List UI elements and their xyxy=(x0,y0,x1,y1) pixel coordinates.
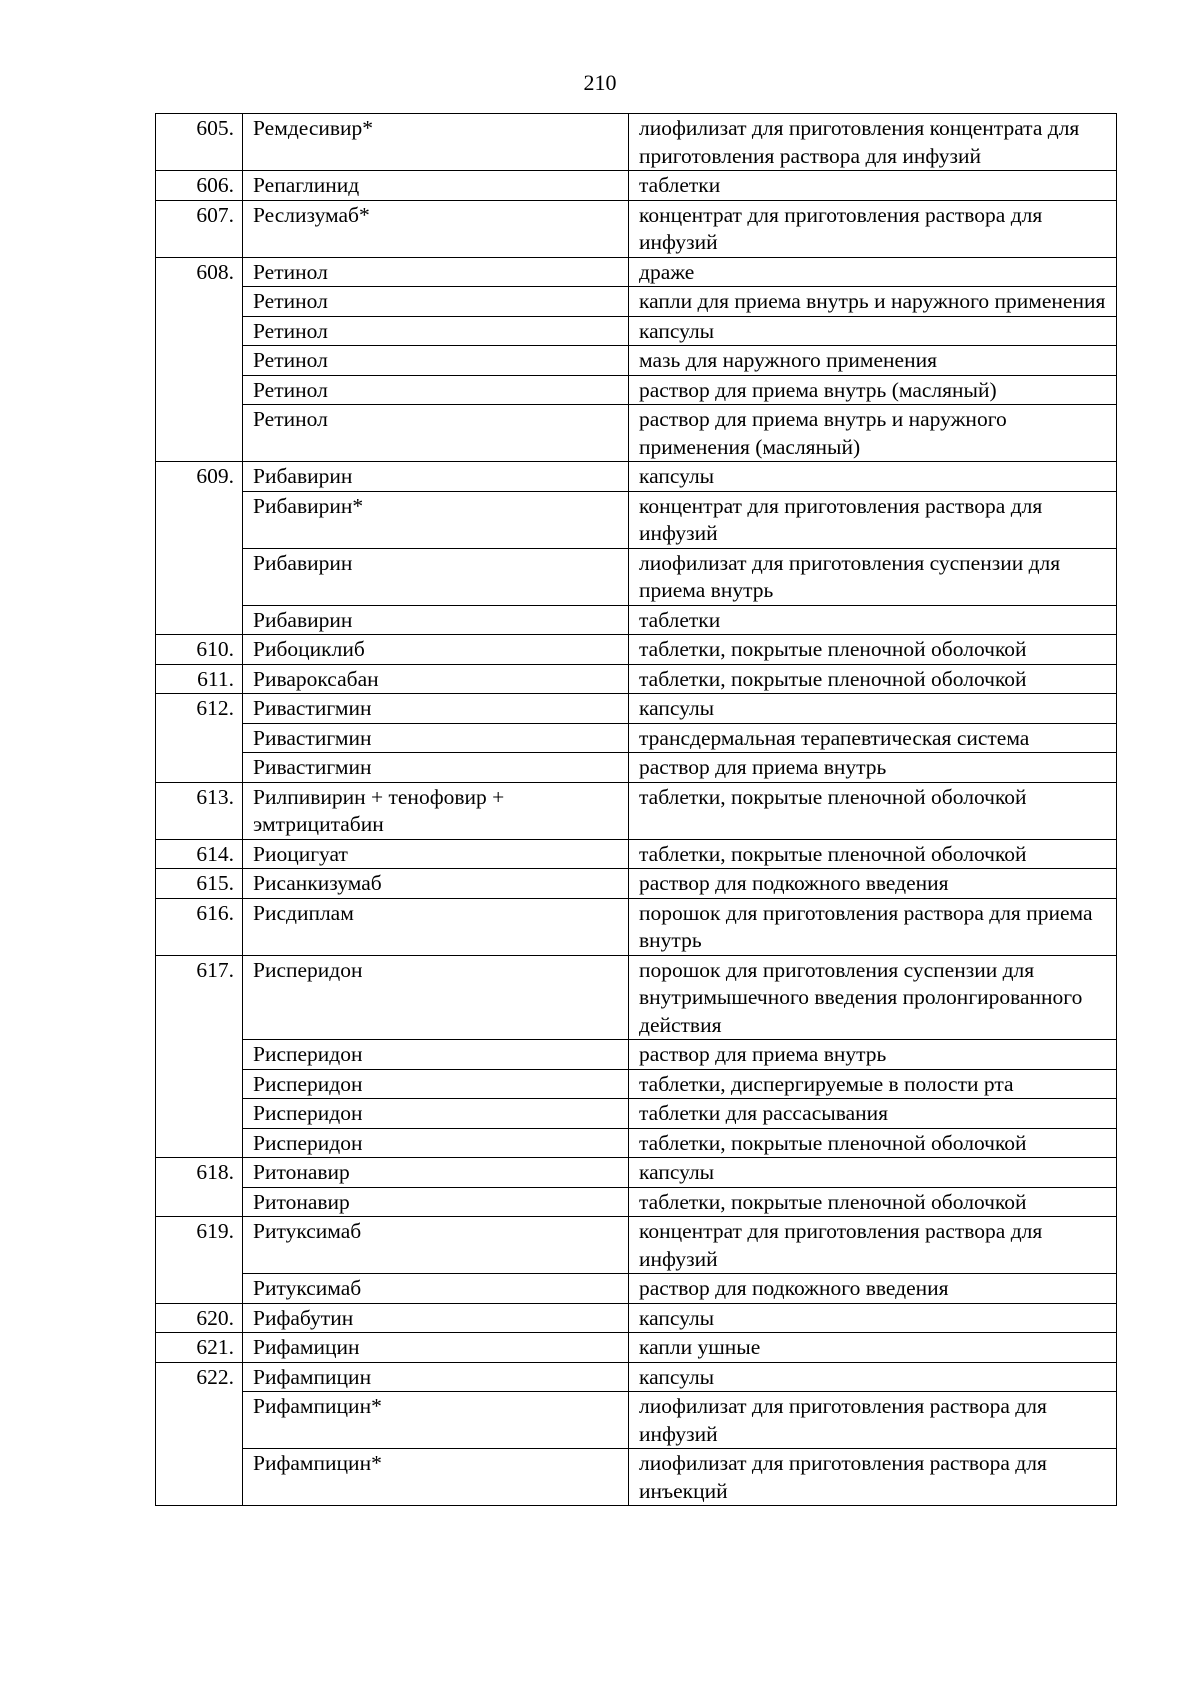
table-row xyxy=(156,548,1117,605)
dosage-form: капли ушные xyxy=(629,1333,1117,1363)
row-number: 605. xyxy=(156,114,243,171)
page-number: 210 xyxy=(583,70,617,95)
table-row xyxy=(156,462,1117,492)
drug-name: Ретинол xyxy=(243,257,629,287)
drug-name: Рифампицин xyxy=(243,1362,629,1392)
drug-name: Ретинол xyxy=(243,287,629,317)
table-row xyxy=(156,1158,1117,1188)
table-row xyxy=(156,1099,1117,1129)
table-row xyxy=(156,346,1117,376)
dosage-form: капсулы xyxy=(629,462,1117,492)
drug-name: Ривастигмин xyxy=(243,694,629,724)
row-number: 608. xyxy=(156,257,243,462)
row-number: 621. xyxy=(156,1333,243,1363)
dosage-form: порошок для приготовления раствора для приема внутрь xyxy=(629,898,1117,955)
table-row xyxy=(156,491,1117,548)
row-number: 607. xyxy=(156,200,243,257)
row-number: 612. xyxy=(156,694,243,783)
drug-name: Рисперидон xyxy=(243,955,629,1040)
dosage-form: таблетки, покрытые пленочной оболочкой xyxy=(629,664,1117,694)
table-row xyxy=(156,1217,1117,1274)
dosage-form: таблетки, покрытые пленочной оболочкой xyxy=(629,1128,1117,1158)
drug-name: Ритуксимаб xyxy=(243,1274,629,1304)
dosage-form: лиофилизат для приготовления раствора для инъекций xyxy=(629,1449,1117,1506)
dosage-form: капсулы xyxy=(629,1303,1117,1333)
dosage-form: лиофилизат для приготовления концентрата для приготовления раствора для инфузий xyxy=(629,114,1117,171)
table-row xyxy=(156,375,1117,405)
dosage-form: раствор для приема внутрь и наружного применения (масляный) xyxy=(629,405,1117,462)
table-row xyxy=(156,753,1117,783)
drug-name: Риоцигуат xyxy=(243,839,629,869)
table-row xyxy=(156,1274,1117,1304)
table-row xyxy=(156,316,1117,346)
table-row xyxy=(156,782,1117,839)
dosage-form: таблетки, покрытые пленочной оболочкой xyxy=(629,1187,1117,1217)
row-number: 615. xyxy=(156,869,243,899)
drug-name: Ривастигмин xyxy=(243,753,629,783)
dosage-form: порошок для приготовления суспензии для внутримышечного введения пролонгированного действия xyxy=(629,955,1117,1040)
table-row xyxy=(156,1449,1117,1506)
table-row xyxy=(156,898,1117,955)
dosage-form: раствор для приема внутрь xyxy=(629,1040,1117,1070)
dosage-form: таблетки для рассасывания xyxy=(629,1099,1117,1129)
row-number: 611. xyxy=(156,664,243,694)
drug-name: Рифампицин* xyxy=(243,1392,629,1449)
table-row xyxy=(156,839,1117,869)
dosage-form: концентрат для приготовления раствора для инфузий xyxy=(629,200,1117,257)
table-row xyxy=(156,1187,1117,1217)
table-row xyxy=(156,405,1117,462)
drug-name: Ривароксабан xyxy=(243,664,629,694)
dosage-form: лиофилизат для приготовления суспензии для приема внутрь xyxy=(629,548,1117,605)
drug-name: Рибавирин* xyxy=(243,491,629,548)
drug-name: Рибоциклиб xyxy=(243,635,629,665)
dosage-form: раствор для приема внутрь (масляный) xyxy=(629,375,1117,405)
drug-name: Ремдесивир* xyxy=(243,114,629,171)
table-row xyxy=(156,635,1117,665)
drug-name: Ривастигмин xyxy=(243,723,629,753)
dosage-form: раствор для подкожного введения xyxy=(629,1274,1117,1304)
table-row xyxy=(156,1303,1117,1333)
table-row xyxy=(156,1040,1117,1070)
row-number: 622. xyxy=(156,1362,243,1506)
row-number: 614. xyxy=(156,839,243,869)
dosage-form: таблетки xyxy=(629,605,1117,635)
dosage-form: таблетки xyxy=(629,171,1117,201)
dosage-form: таблетки, диспергируемые в полости рта xyxy=(629,1069,1117,1099)
dosage-form: капсулы xyxy=(629,1362,1117,1392)
dosage-form: капли для приема внутрь и наружного применения xyxy=(629,287,1117,317)
table-row xyxy=(156,1069,1117,1099)
table-row xyxy=(156,955,1117,1040)
drug-name: Ритуксимаб xyxy=(243,1217,629,1274)
table-row xyxy=(156,1128,1117,1158)
drug-name: Ретинол xyxy=(243,346,629,376)
dosage-form: капсулы xyxy=(629,1158,1117,1188)
row-number: 616. xyxy=(156,898,243,955)
dosage-form: капсулы xyxy=(629,694,1117,724)
row-number: 619. xyxy=(156,1217,243,1304)
dosage-form: таблетки, покрытые пленочной оболочкой xyxy=(629,782,1117,839)
table-row xyxy=(156,869,1117,899)
drug-name: Реслизумаб* xyxy=(243,200,629,257)
drug-name: Рифамицин xyxy=(243,1333,629,1363)
drug-name: Рибавирин xyxy=(243,605,629,635)
dosage-form: концентрат для приготовления раствора для инфузий xyxy=(629,1217,1117,1274)
dosage-form: концентрат для приготовления раствора для инфузий xyxy=(629,491,1117,548)
dosage-form: мазь для наружного применения xyxy=(629,346,1117,376)
table-row xyxy=(156,114,1117,171)
drug-name: Ретинол xyxy=(243,316,629,346)
table-row xyxy=(156,605,1117,635)
table-row xyxy=(156,171,1117,201)
dosage-form: драже xyxy=(629,257,1117,287)
row-number: 610. xyxy=(156,635,243,665)
drug-name: Рибавирин xyxy=(243,462,629,492)
drug-name: Ретинол xyxy=(243,405,629,462)
dosage-form: трансдермальная терапевтическая система xyxy=(629,723,1117,753)
drug-name: Рисдиплам xyxy=(243,898,629,955)
dosage-form: лиофилизат для приготовления раствора для инфузий xyxy=(629,1392,1117,1449)
table-row xyxy=(156,1333,1117,1363)
drug-name: Ритонавир xyxy=(243,1187,629,1217)
dosage-form: капсулы xyxy=(629,316,1117,346)
drug-name: Репаглинид xyxy=(243,171,629,201)
row-number: 609. xyxy=(156,462,243,635)
dosage-form: раствор для приема внутрь xyxy=(629,753,1117,783)
drug-name: Рисперидон xyxy=(243,1099,629,1129)
table-row xyxy=(156,1392,1117,1449)
table-row xyxy=(156,664,1117,694)
drug-name: Рифампицин* xyxy=(243,1449,629,1506)
drug-name: Рилпивирин + тенофовир + эмтрицитабин xyxy=(243,782,629,839)
row-number: 606. xyxy=(156,171,243,201)
table-row xyxy=(156,723,1117,753)
drug-table xyxy=(155,113,1117,1506)
dosage-form: раствор для подкожного введения xyxy=(629,869,1117,899)
drug-name: Рисперидон xyxy=(243,1040,629,1070)
dosage-form: таблетки, покрытые пленочной оболочкой xyxy=(629,839,1117,869)
table-row xyxy=(156,287,1117,317)
table-row xyxy=(156,200,1117,257)
table-row xyxy=(156,257,1117,287)
drug-name: Рисанкизумаб xyxy=(243,869,629,899)
drug-name: Рифабутин xyxy=(243,1303,629,1333)
dosage-form: таблетки, покрытые пленочной оболочкой xyxy=(629,635,1117,665)
drug-name: Рисперидон xyxy=(243,1069,629,1099)
drug-table-body xyxy=(156,114,1117,1506)
row-number: 620. xyxy=(156,1303,243,1333)
row-number: 617. xyxy=(156,955,243,1158)
table-row xyxy=(156,1362,1117,1392)
drug-name: Ритонавир xyxy=(243,1158,629,1188)
table-row xyxy=(156,694,1117,724)
drug-name: Ретинол xyxy=(243,375,629,405)
drug-name: Рибавирин xyxy=(243,548,629,605)
row-number: 613. xyxy=(156,782,243,839)
drug-name: Рисперидон xyxy=(243,1128,629,1158)
row-number: 618. xyxy=(156,1158,243,1217)
